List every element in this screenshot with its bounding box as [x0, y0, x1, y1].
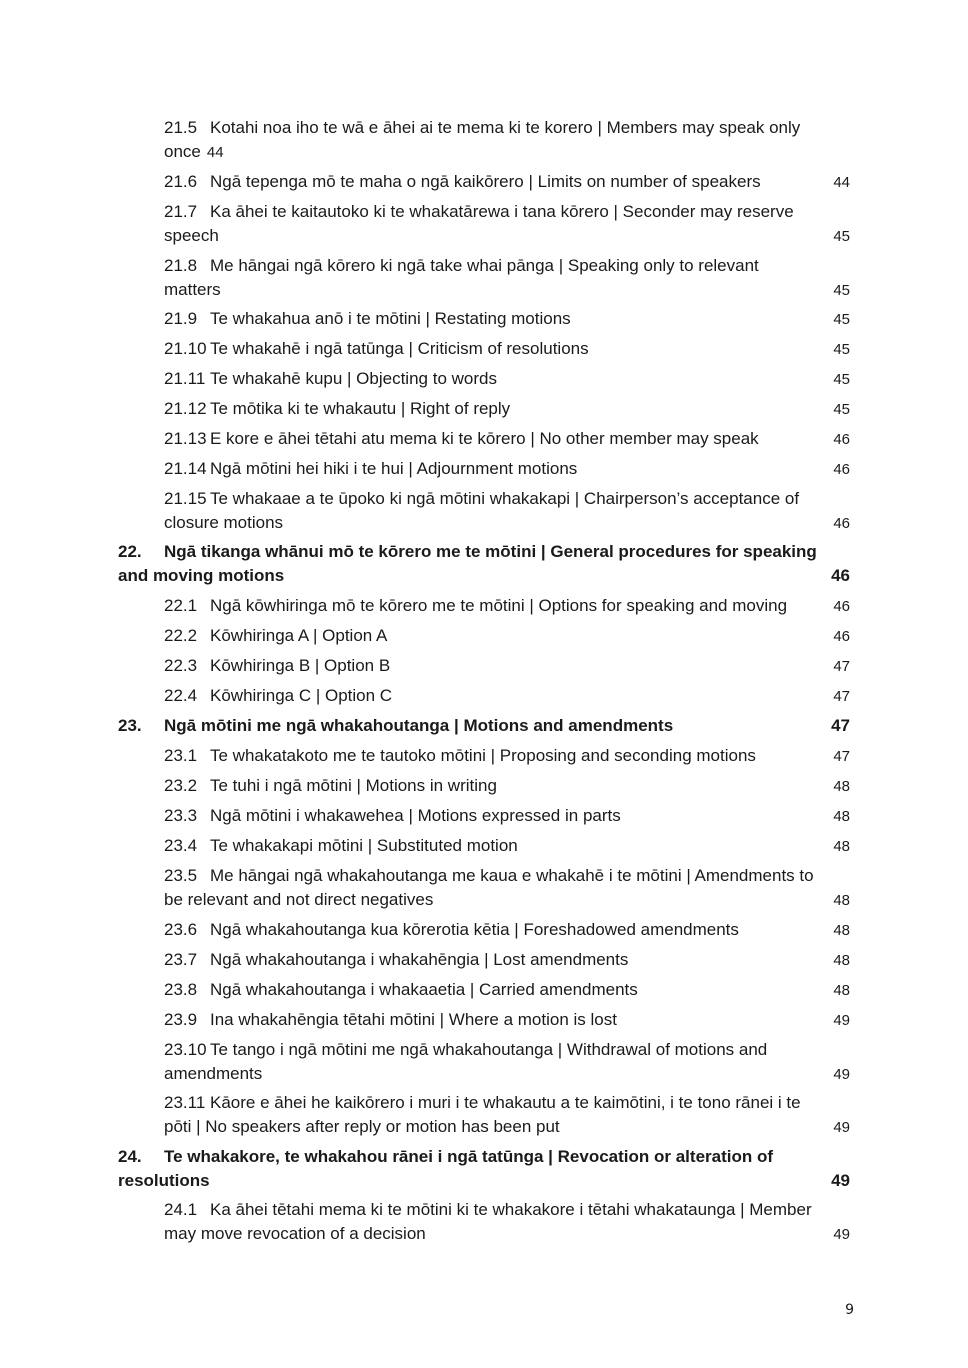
toc-entry-title-continued: amendments: [164, 1064, 263, 1083]
toc-entry-title: Ngā whakahoutanga i whakaaetia | Carried amendments: [210, 980, 638, 999]
toc-entry-number: 21.12: [164, 399, 207, 418]
toc-section-title: Te whakakore, te whakahou rānei i ngā tatūnga | Revocation or alteration of: [164, 1147, 774, 1166]
toc-entry-number: 21.10: [164, 339, 207, 358]
toc-section-number: 24.: [118, 1147, 142, 1166]
toc-entry-title: Ka āhei tētahi mema ki te mōtini ki te whakakore i tētahi whakataunga | Member: [210, 1200, 812, 1219]
toc-entry-number: 23.8: [164, 980, 198, 999]
toc-entry-title: Te whakahua anō i te mōtini | Restating motions: [210, 309, 571, 328]
toc-entry-number: 23.5: [164, 866, 198, 885]
toc-entry-page: 46: [833, 461, 850, 478]
toc-entry-page: 48: [833, 778, 850, 795]
toc-entry-page: 44: [206, 144, 224, 161]
toc-entry-title: E kore e āhei tētahi atu mema ki te kōrero | No other member may speak: [210, 429, 759, 448]
toc-entry-page: 48: [833, 892, 850, 909]
toc-entry-page: 46: [833, 628, 850, 645]
toc-entry-number: 21.13: [164, 429, 207, 448]
toc-entry-title: Ka āhei te kaitautoko ki te whakatārewa i tana kōrero | Seconder may reserve: [210, 202, 794, 221]
toc-entry-page: 47: [833, 748, 850, 765]
toc-entry-page: 46: [833, 598, 850, 615]
toc-entry-title: Te whakahē kupu | Objecting to words: [210, 369, 497, 388]
toc-section-title: Ngā tikanga whānui mō te kōrero me te mōtini | General procedures for speaking: [164, 542, 817, 561]
toc-entry-page: 46: [833, 431, 850, 448]
toc-entry-page: 49: [833, 1119, 850, 1136]
toc-entry-number: 23.10: [164, 1040, 207, 1059]
toc-entry-number: 23.6: [164, 920, 198, 939]
toc-entry-page: 48: [833, 808, 850, 825]
toc-entry-number: 22.3: [164, 656, 198, 675]
toc-entry-number: 21.8: [164, 256, 198, 275]
toc-entry-title: Te whakakapi mōtini | Substituted motion: [210, 836, 518, 855]
toc-entry-title: Te mōtika ki te whakautu | Right of reply: [210, 399, 511, 418]
toc-entry-title: Ngā whakahoutanga i whakahēngia | Lost amendments: [210, 950, 629, 969]
toc-entry-title: Te whakaae a te ūpoko ki ngā mōtini whakakapi | Chairperson’s acceptance of: [210, 489, 800, 508]
toc-entry-number: 21.9: [164, 309, 198, 328]
toc-section-title-continued: and moving motions: [118, 566, 285, 585]
toc-entry-title: Te whakatakoto me te tautoko mōtini | Proposing and seconding motions: [210, 746, 756, 765]
toc-entry-number: 21.6: [164, 172, 198, 191]
toc-entry-page: 46: [833, 515, 850, 532]
toc-entry-title-continued: closure motions: [164, 513, 284, 532]
toc-entry-title: Kōwhiringa B | Option B: [210, 656, 391, 675]
toc-entry-page: 48: [833, 952, 850, 969]
page-number: 9: [845, 1302, 854, 1318]
toc-entry-number: 23.9: [164, 1010, 198, 1029]
toc-entry-title: Kōwhiringa A | Option A: [210, 626, 388, 645]
toc-entry-page: 48: [833, 922, 850, 939]
toc-entry-title: Ngā tepenga mō te maha o ngā kaikōrero | Limits on number of speakers: [210, 172, 761, 191]
toc-entry-page: 48: [833, 838, 850, 855]
toc-entry-title: Kotahi noa iho te wā e āhei ai te mema ki te korero | Members may speak only: [210, 118, 801, 137]
toc-entry-title: Te tango i ngā mōtini me ngā whakahoutanga | Withdrawal of motions and: [210, 1040, 768, 1059]
toc-entry-page: 45: [833, 311, 850, 328]
toc-section-number: 23.: [118, 716, 142, 735]
toc-entry-number: 22.1: [164, 596, 198, 615]
toc-entry-number: 21.5: [164, 118, 198, 137]
toc-entry-number: 23.3: [164, 806, 198, 825]
toc-entry-title: Me hāngai ngā kōrero ki ngā take whai pānga | Speaking only to relevant: [210, 256, 759, 275]
toc-entry-title: Ina whakahēngia tētahi mōtini | Where a motion is lost: [210, 1010, 617, 1029]
toc-entry-number: 23.1: [164, 746, 198, 765]
toc-entry-title-continued: pōti | No speakers after reply or motion has been put: [164, 1117, 560, 1136]
toc-entry-title: Kāore e āhei he kaikōrero i muri i te whakautu a te kaimōtini, i te tono rānei i te: [210, 1093, 801, 1112]
toc-entry-page: 49: [833, 1066, 850, 1083]
toc-entry-number: 23.7: [164, 950, 198, 969]
toc-entry-title-continued: matters: [164, 280, 221, 299]
toc-entry-page: 45: [833, 401, 850, 418]
toc-entry-title: Ngā mōtini i whakawehea | Motions expressed in parts: [210, 806, 621, 825]
toc-entry-number: 24.1: [164, 1200, 198, 1219]
toc-entry-title-continued: speech: [164, 226, 219, 245]
toc-entry-number: 23.11: [164, 1093, 206, 1112]
toc-entry-number: 23.4: [164, 836, 198, 855]
toc-entry-number: 22.4: [164, 686, 198, 705]
toc-section-page: 49: [831, 1171, 850, 1190]
toc-entry-number: 23.2: [164, 776, 198, 795]
toc-entry-number: 21.7: [164, 202, 198, 221]
toc-entry-title: Kōwhiringa C | Option C: [210, 686, 393, 705]
toc-section-title-continued: resolutions: [118, 1171, 210, 1190]
toc-entry-page: 44: [833, 174, 850, 191]
toc-entry-page: 49: [833, 1226, 850, 1243]
toc-entry-number: 21.14: [164, 459, 207, 478]
toc-entry-number: 21.11: [164, 369, 206, 388]
toc-entry-title: Ngā whakahoutanga kua kōrerotia kētia | Foreshadowed amendments: [210, 920, 739, 939]
toc-entry-number: 21.15: [164, 489, 207, 508]
toc-entry-page: 48: [833, 982, 850, 999]
toc-entry-page: 49: [833, 1012, 850, 1029]
toc-entry-page: 45: [833, 282, 850, 299]
toc-section-number: 22.: [118, 542, 142, 561]
toc-entry-number: 22.2: [164, 626, 198, 645]
toc-entry-page: 47: [833, 658, 850, 675]
toc-entry-title-continued: once 44: [164, 142, 224, 161]
toc-entry-page: 45: [833, 341, 850, 358]
toc-entry-title-continued: be relevant and not direct negatives: [164, 890, 434, 909]
toc-entry-title: Ngā kōwhiringa mō te kōrero me te mōtini | Options for speaking and moving: [210, 596, 788, 615]
toc-entry-page: 45: [833, 228, 850, 245]
toc-section-page: 47: [831, 716, 850, 735]
toc-entry-page: 45: [833, 371, 850, 388]
toc-entry-title-continued: may move revocation of a decision: [164, 1224, 426, 1243]
toc-section-title: Ngā mōtini me ngā whakahoutanga | Motions and amendments: [164, 716, 674, 735]
toc-entry-title: Te whakahē i ngā tatūnga | Criticism of resolutions: [210, 339, 589, 358]
toc-entry-title: Te tuhi i ngā mōtini | Motions in writing: [210, 776, 497, 795]
toc-section-page: 46: [831, 566, 850, 585]
toc-entry-title: Me hāngai ngā whakahoutanga me kaua e whakahē i te mōtini | Amendments to: [210, 866, 814, 885]
toc-entry-page: 47: [833, 688, 850, 705]
toc-entry-title: Ngā mōtini hei hiki i te hui | Adjournment motions: [210, 459, 578, 478]
